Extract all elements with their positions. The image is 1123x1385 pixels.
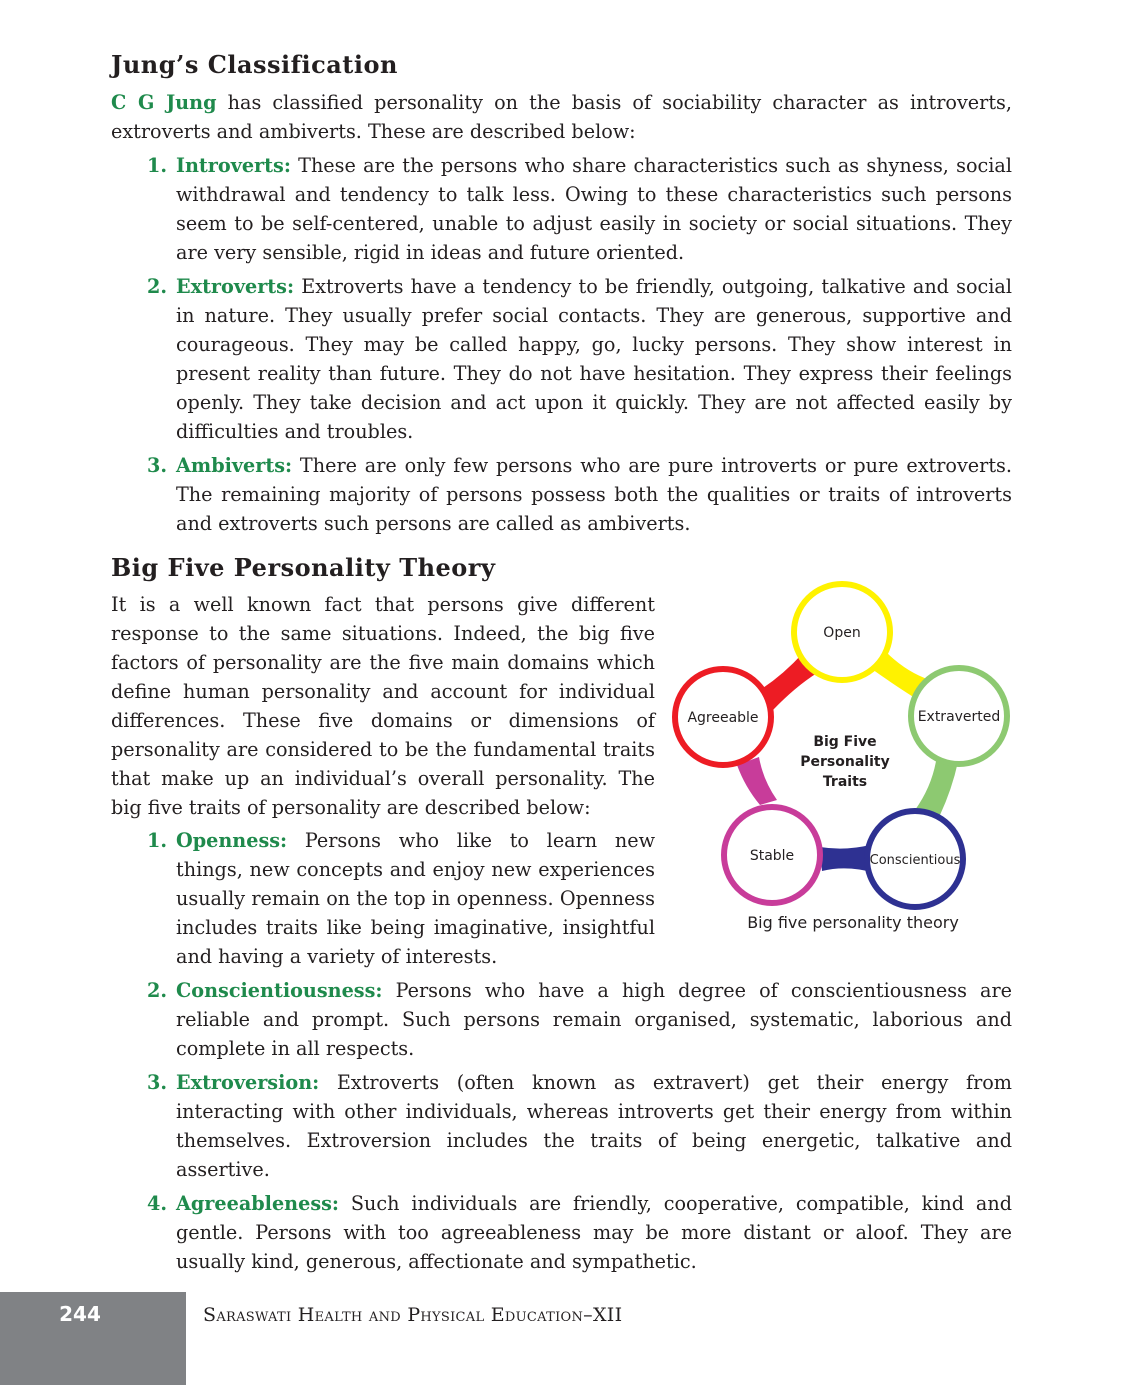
- list-item-conscientiousness: [111, 976, 1012, 1063]
- item-term: Introverts:: [176, 154, 291, 177]
- node-open: [794, 584, 890, 680]
- center-label-line-2: Personality: [800, 754, 890, 770]
- center-label-line-1: Big Five: [813, 734, 877, 750]
- item-term: Extroversion:: [176, 1071, 320, 1094]
- node-agreeable: [675, 669, 771, 765]
- connector-stable-agreeable: [737, 757, 777, 805]
- page-number: 244: [59, 1302, 101, 1326]
- item-text: There are only few persons who are pure introverts or pure extroverts. The remaining majority of persons possess both the qualities or traits of introverts and extroverts such persons are called as ambiverts.: [176, 454, 1012, 535]
- item-text: Persons who like to learn new things, new concepts and enjoy new experiences usually remain on the top in openness. Openness includes traits like being imaginative, insightful and having a variety of interests.: [176, 829, 655, 968]
- item-text: Extroverts have a tendency to be friendly, outgoing, talkative and social in nature. They usually prefer social contacts. They are generous, supportive and courageous. They may be called happy, go, lucky persons. They show interest in present reality than future. They do not have hesitation. They express their feelings openly. They take decision and act upon it quickly. They are not affected easily by difficulties and troubles.: [176, 275, 1012, 443]
- item-term: Agreeableness:: [176, 1192, 340, 1215]
- list-item-extroverts: [111, 272, 1012, 446]
- center-label-line-3: Traits: [822, 774, 868, 790]
- item-term: Openness:: [176, 829, 288, 852]
- item-text: Such individuals are friendly, cooperative, compatible, kind and gentle. Persons with too agreeableness may be more distant or aloof. They are usually kind, generous, affectionate and sympathetic.: [176, 1192, 1012, 1273]
- jung-intro-text: has classified personality on the basis of sociability character as introverts, extroverts and ambiverts. These are described below:: [111, 91, 1012, 143]
- item-term: Conscientiousness:: [176, 979, 383, 1002]
- node-conscientious: [867, 811, 963, 907]
- section-heading-big-five: Big Five Personality Theory: [111, 553, 496, 582]
- jung-type-list: [111, 151, 1012, 543]
- item-number: 4.: [147, 1192, 168, 1215]
- item-number: 2.: [147, 275, 168, 298]
- item-number: 3.: [147, 454, 168, 477]
- item-text: These are the persons who share characteristics such as shyness, social withdrawal and tendency to talk less. Owing to these characteristics such persons seem to be self-centered, unable to adjust easily in society or social situations. They are very sensible, rigid in ideas and future oriented.: [176, 154, 1012, 264]
- node-agreeable-label: Agreeable: [687, 710, 759, 726]
- section-heading-jung: Jung’s Classification: [111, 50, 398, 79]
- book-title: Saraswati Health and Physical Education–XII: [203, 1304, 623, 1326]
- jung-intro-paragraph: [111, 88, 1012, 146]
- item-number: 1.: [147, 829, 168, 852]
- item-number: 2.: [147, 979, 168, 1002]
- list-item-extroversion: [111, 1068, 1012, 1184]
- node-open-label: Open: [823, 625, 861, 641]
- node-stable: [724, 807, 820, 903]
- node-extraverted-label: Extraverted: [917, 709, 1001, 725]
- list-item-introverts: [111, 151, 1012, 267]
- item-number: 1.: [147, 154, 168, 177]
- item-term: Ambiverts:: [176, 454, 293, 477]
- big-five-list-part-2: [111, 976, 1012, 1281]
- list-item-ambiverts: [111, 451, 1012, 538]
- node-stable-label: Stable: [749, 848, 795, 864]
- node-extraverted: [911, 668, 1007, 764]
- item-text: Extroverts (often known as extravert) get their energy from interacting with other individuals, whereas introverts get their energy from within themselves. Extroversion includes the traits of being energetic, talkative and assertive.: [176, 1071, 1012, 1181]
- big-five-diagram-svg: [665, 575, 1025, 915]
- item-term: Extroverts:: [176, 275, 295, 298]
- item-text: Persons who have a high degree of conscientiousness are reliable and prompt. Such persons remain organised, systematic, laborious and complete in all respects.: [176, 979, 1012, 1060]
- list-item-openness: [111, 826, 655, 971]
- big-five-list-part-1: [111, 826, 655, 971]
- figure-caption: Big five personality theory: [747, 913, 959, 932]
- jung-name: C G Jung: [111, 91, 217, 114]
- big-five-intro-paragraph: It is a well known fact that persons give different response to the same situations. Indeed, the big five factors of personality are the five main domains which define human personality and account for individual differences. These five domains or dimensions of personality are considered to be the fundamental traits that make up an individual’s overall personality. The big five traits of personality are described below:: [111, 593, 655, 819]
- node-conscientious-label: Conscientious: [869, 853, 961, 868]
- list-item-agreeableness: [111, 1189, 1012, 1276]
- item-number: 3.: [147, 1071, 168, 1094]
- big-five-diagram: [665, 575, 1025, 945]
